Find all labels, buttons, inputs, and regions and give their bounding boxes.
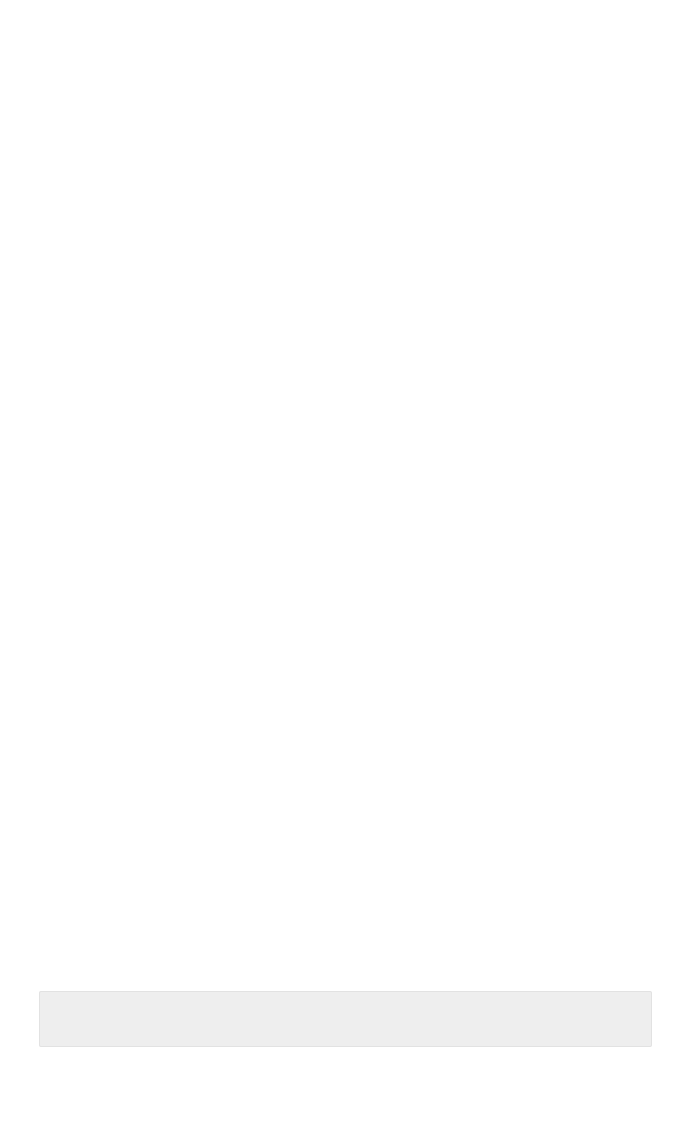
- section-header-pork[interactable]: [39, 991, 652, 1047]
